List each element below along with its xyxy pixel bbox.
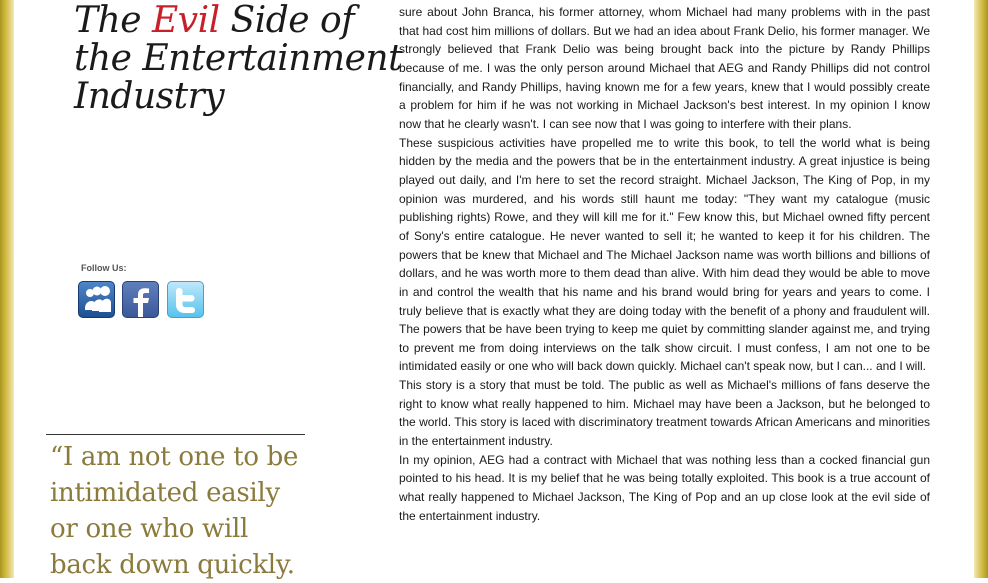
logo-evil-word: Evil — [151, 0, 220, 41]
twitter-icon[interactable] — [167, 281, 204, 318]
page-frame-left — [0, 0, 14, 578]
logo-line-1 — [74, 0, 355, 41]
article-body — [399, 3, 930, 525]
myspace-icon[interactable] — [78, 281, 115, 318]
pull-quote — [50, 439, 340, 583]
quote-divider — [46, 434, 305, 435]
logo-line-2: the Entertainment — [74, 38, 403, 79]
logo-prefix: The — [74, 0, 152, 41]
follow-us-label: Follow Us: — [81, 263, 127, 273]
site-logo[interactable] — [74, 0, 403, 117]
logo-suffix: Side of — [219, 0, 355, 41]
logo-line-3: Industry — [74, 76, 225, 117]
page-frame-right — [974, 0, 988, 578]
quote-line: back down quickly. — [50, 550, 295, 580]
facebook-icon[interactable] — [122, 281, 159, 318]
article-paragraph: sure about John Branca, his former attorney, whom Michael had many problems with in the past that had cost him millions of dollars. But we had an idea about Frank Delio, his former manager. We strongly believed that Frank Delio was being brought back into the picture by Randy Phillips because of me. I was the only person around Michael that AEG and Randy Phillips did not control financially, and Randy Phillips, having known me for a few years, knew that I would possibly create a problem for him if he was not working in Michael Jackson's best interest. In my opinion I know now that he clearly wasn't. I can see now that I was going to interfere with their plans. — [399, 5, 930, 131]
article-paragraph: This story is a story that must be told. The public as well as Michael's millions of fans deserve the right to know what really happened to him. Michael may have been a Jackson, but he belonged to the world. This story is laced with discriminatory treatment towards African Americans and minorities in the entertainment industry. — [399, 378, 930, 449]
quote-line: intimidated easily — [50, 478, 280, 508]
article-paragraph: In my opinion, AEG had a contract with Michael that was nothing less than a cocked financial gun pointed to his head. It is my belief that he was being totally exploited. This book is a true account of what really happened to Michael Jackson, The King of Pop and an up close look at the evil side of the entertainment industry. — [399, 452, 930, 523]
article-paragraph: These suspicious activities have propelled me to write this book, to tell the world what is being hidden by the media and the powers that be in the entertainment industry. A great injustice is being played out daily, and I'm here to set the record straight. Michael Jackson, The King of Pop, in my opinion was murdered, and his words still haunt me today: "They want my catalogue (music publishing rights) Rowe, and they will kill me for it." Few know this, but Michael owned fifty percent of Sony's entire catalogue. He never wanted to sell it; he wanted to keep it for his children. The powers that be knew that Michael and The Michael Jackson name was worth billions and billions of dollars, and he was worth more to them dead than alive. With him dead they would be able to move in and control the wealth that his name and his brand would bring for years and years to come. I truly believe that is exactly what they are doing today with the benefit of a phony and fraudulent will. The powers that be have been trying to keep me quiet by committing slander against me, and trying to prevent me from doing interviews on the talk show circuit. I must confess, I am not one to be intimidated easily or one who will back down quickly. Michael can't speak now, but I can... and I will. — [399, 135, 930, 374]
quote-line: or one who will — [50, 514, 249, 544]
quote-line: “I am not one to be — [50, 442, 299, 472]
